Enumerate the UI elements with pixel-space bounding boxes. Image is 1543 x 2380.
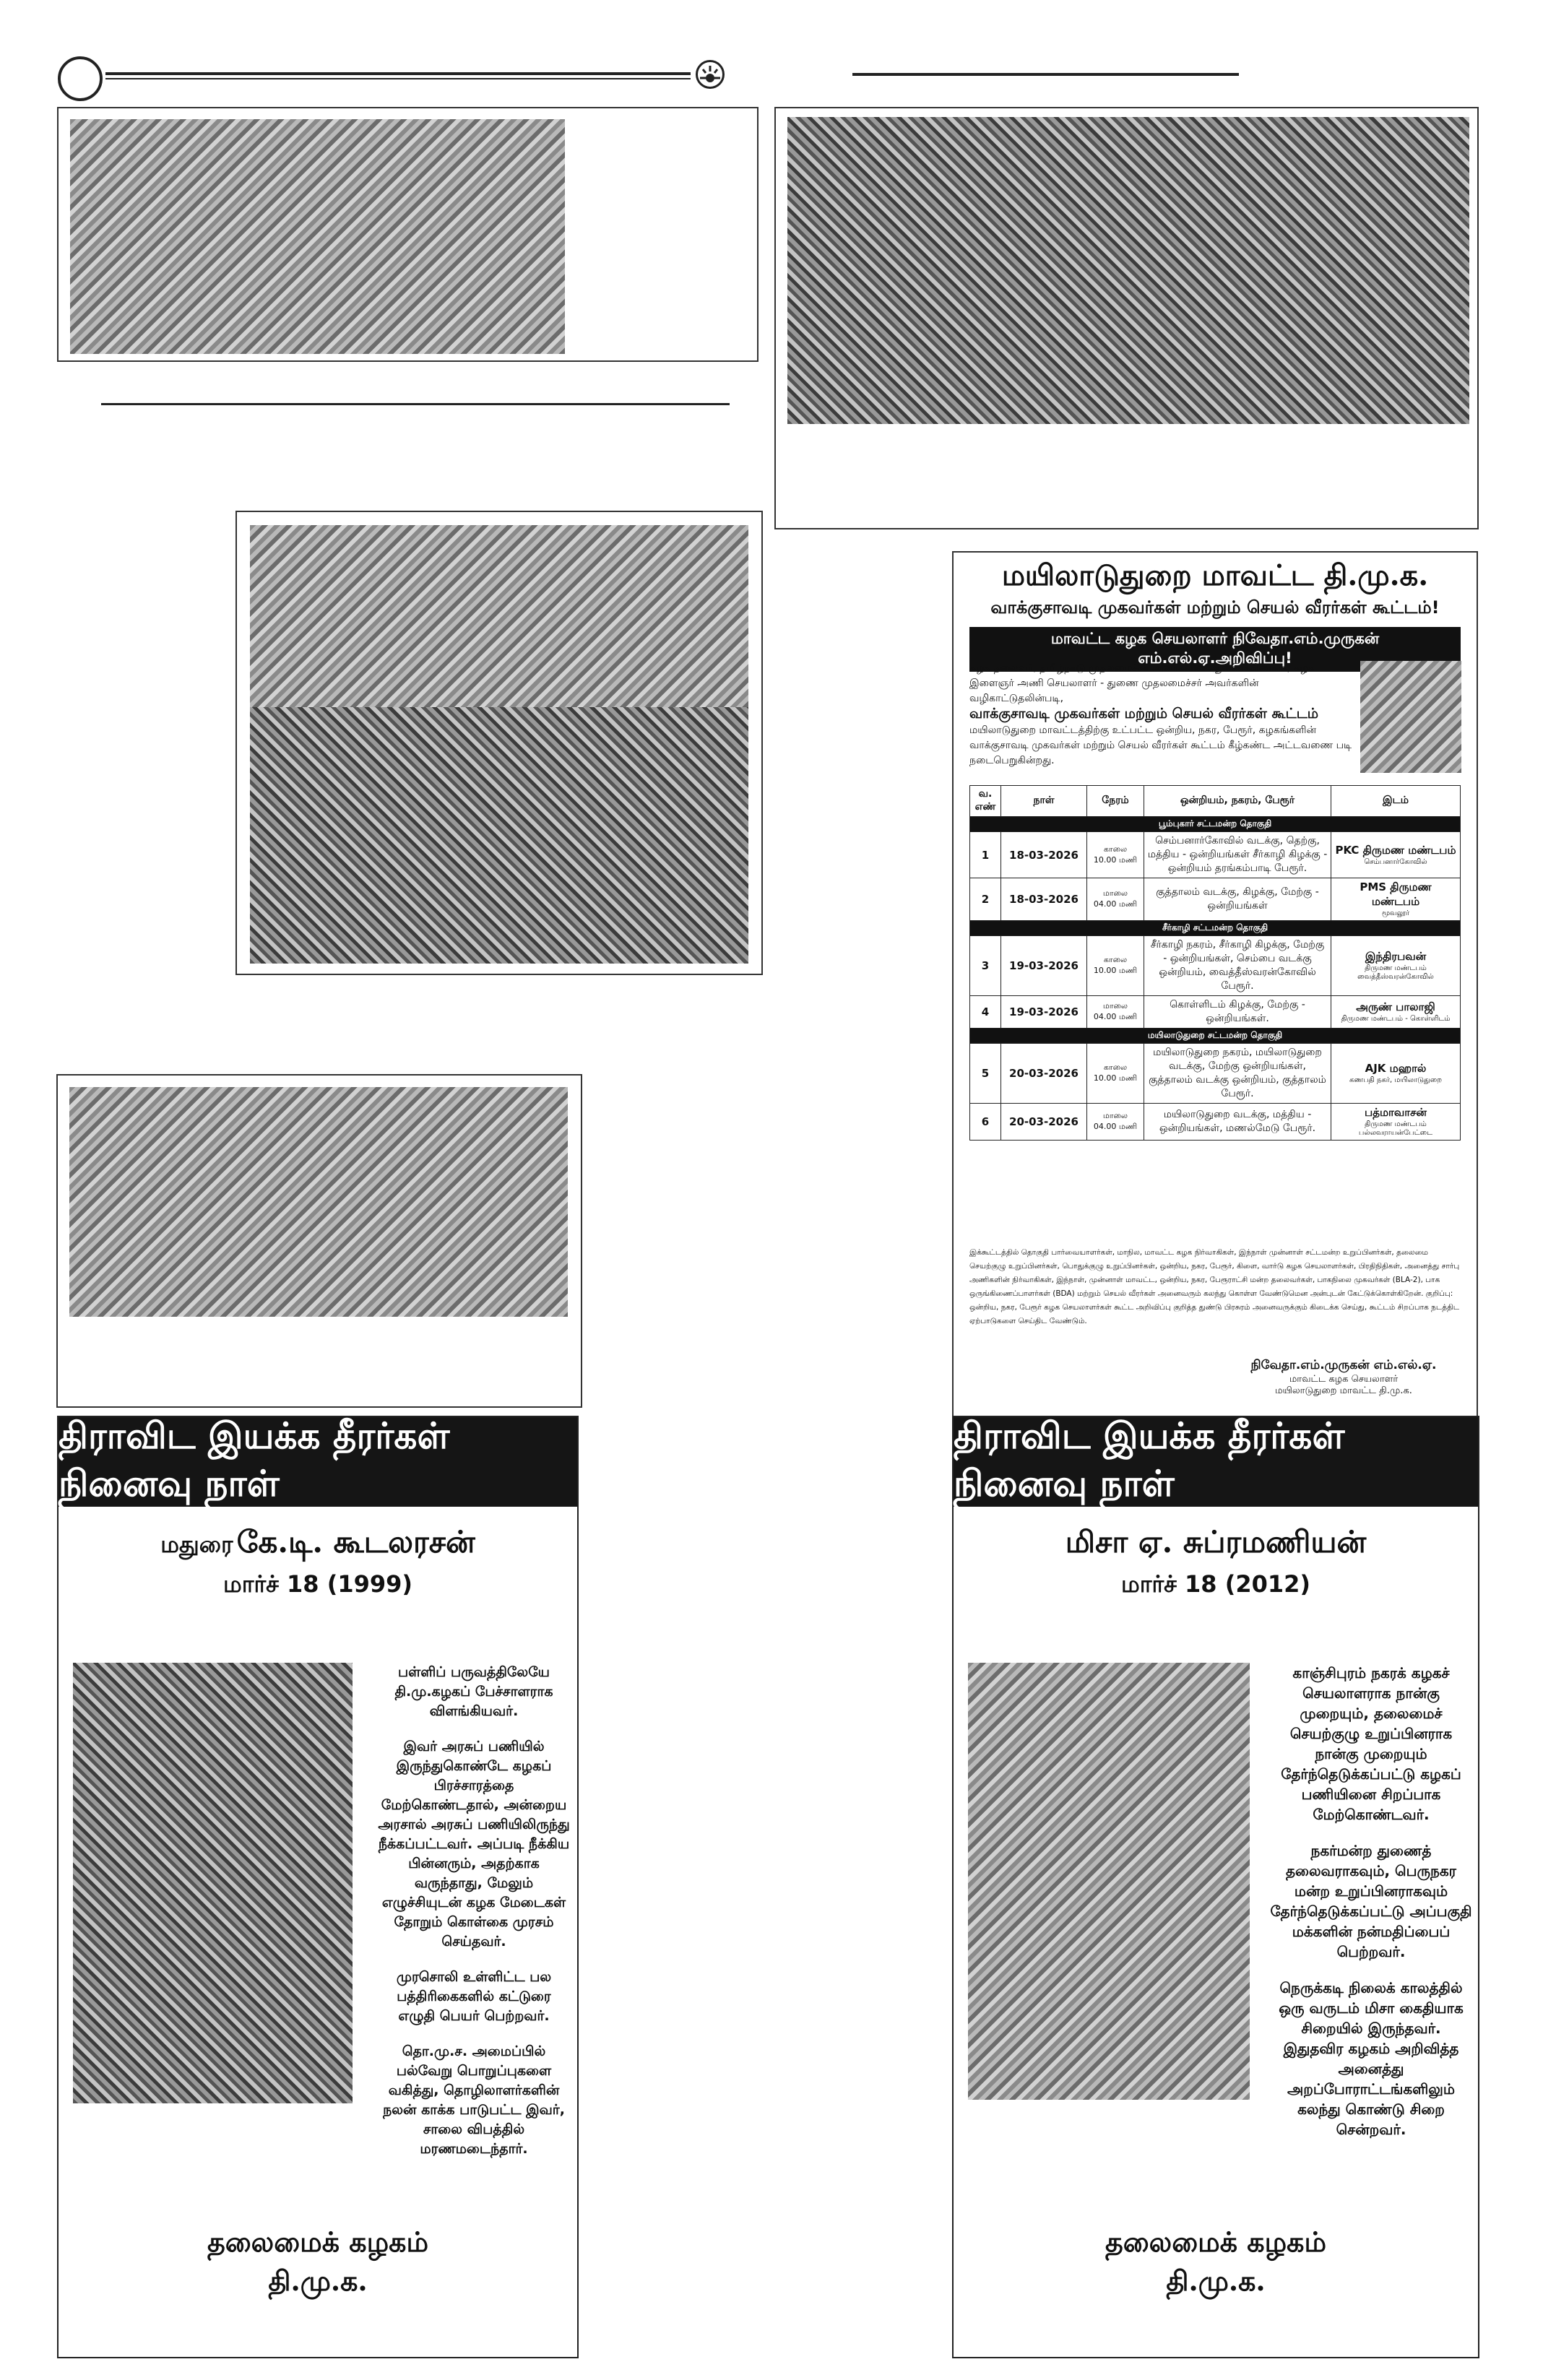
schedule-time-line: 10.00 மணி	[1093, 854, 1138, 865]
col-time: நேரம்	[1087, 786, 1144, 817]
memorial-left-footer-1: தலைமைக் கழகம்	[207, 2225, 429, 2258]
schedule-section-header: மயிலாடுதுறை சட்டமன்ற தொகுதி	[970, 1029, 1461, 1044]
schedule-no-line: 5	[981, 1067, 990, 1080]
memorial-right-footer-2: தி.மு.க.	[1166, 2264, 1266, 2297]
photo-frame-protest-1	[57, 107, 758, 362]
schedule-date	[1001, 996, 1087, 1029]
schedule-time-line: காலை	[1103, 844, 1128, 854]
schedule-venue	[1331, 936, 1461, 996]
schedule-venue-line: திருமண மண்டபம் பல்லவராயன்பேட்டை	[1358, 1120, 1433, 1137]
photo-protest-crowd-1	[70, 119, 565, 354]
schedule-area-line: கொள்ளிடம் கிழக்கு, மேற்கு - ஒன்றியங்கள்.	[1170, 999, 1305, 1024]
ad-portrait	[1360, 661, 1461, 773]
schedule-time-line: காலை	[1103, 955, 1128, 964]
schedule-time	[1087, 878, 1144, 921]
col-venue: இடம்	[1331, 786, 1461, 817]
memorial-right	[952, 1416, 1479, 2358]
announcement-ad	[952, 551, 1478, 1429]
ad-intro-bold: வாக்குசாவடி முகவர்கள் மற்றும் செயல் வீரர்கள் கூட்டம்	[969, 706, 1319, 722]
photo-frame-protest-4	[56, 1074, 582, 1408]
memorial-left-portrait	[73, 1663, 353, 2103]
schedule-area-line: மயிலாடுதுறை நகரம், மயிலாடுதுறை வடக்கு, மேற்கு ஒன்றியங்கள், குத்தாலம் வடக்கு ஒன்றியம், குத்தாலம் பேரூர்.	[1149, 1047, 1326, 1099]
photo-leaders-stage	[250, 525, 748, 707]
schedule-area-line: செம்பனார்கோவில் வடக்கு, தெற்கு, மத்திய - ஒன்றியங்கள் சீர்காழி கிழக்கு - ஒன்றியம் தரங்கம்பாடி பேரூர்.	[1147, 835, 1328, 874]
schedule-no	[970, 1104, 1001, 1141]
schedule-area-line: குத்தாலம் வடக்கு, கிழக்கு, மேற்கு - ஒன்றியங்கள்	[1156, 886, 1319, 912]
memorial-left-text	[376, 1663, 571, 2175]
schedule-time	[1087, 996, 1144, 1029]
schedule-area	[1144, 1044, 1331, 1104]
ad-signature	[1228, 1358, 1459, 1397]
memorial-left-name-prefix: மதுரை	[160, 1531, 233, 1558]
schedule-date-line: 20-03-2026	[1009, 1067, 1079, 1080]
schedule-venue-line: இந்திரபவன்	[1365, 950, 1427, 963]
memorial-left-footer-2: தி.மு.க.	[268, 2264, 368, 2297]
schedule-area	[1144, 1104, 1331, 1141]
schedule-row	[970, 996, 1461, 1029]
schedule-row	[970, 832, 1461, 878]
signature-name: நிவேதா.எம்.முருகன் எம்.எல்.ஏ.	[1250, 1358, 1437, 1372]
ad-schedule	[969, 785, 1461, 1141]
memorial-right-footer	[954, 2223, 1478, 2301]
memorial-right-portrait	[968, 1663, 1250, 2100]
schedule-no	[970, 936, 1001, 996]
schedule-venue	[1331, 1044, 1461, 1104]
memorial-right-footer-1: தலைமைக் கழகம்	[1105, 2225, 1327, 2258]
schedule-date	[1001, 878, 1087, 921]
memorial-left-para-4: தொ.மு.ச. அமைப்பில் பல்வேறு பொறுப்புகளை வகித்து, தொழிலாளர்களின் நலன் காக்க பாடுபட்ட இவர், சாலை விபத்தில் மரணமடைந்தார்.	[383, 2043, 565, 2157]
schedule-venue-line: பத்மாவாசன்	[1365, 1106, 1427, 1119]
ad-footer-note: இக்கூட்டத்தில் தொகுதி பார்வையாளர்கள், மாநில, மாவட்ட கழக நிர்வாகிகள், இந்நாள் முன்னாள் சட்டமன்ற உறுப்பினர்கள், தலைமை செயற்குழு உறுப்பினர்கள், பொதுக்குழு உறுப்பினர்கள், ஒன்றிய, நகர, பேரூர், கிளை, வார்டு கழக செயலாளர்கள், பிரதிநிதிகள், அனைத்து சார்பு அணிகளின் நிர்வாகிகள், இந்நாள், முன்னாள் மாவட்ட, ஒன்றிய, நகர, பேரூராட்சி மன்ற தலைவர்கள், பாகநிலை முகவர்கள் (BLA-2), பாக ஒருங்கிணைப்பாளர்கள் (BDA) மற்றும் செயல் வீரர்கள் அனைவரும் கலந்து கொள்ள வேண்டுமென அன்புடன் கேட்டுக்கொள்கிறேன். குறிப்பு: ஒன்றிய, நகர, பேரூர் கழக செயலாளர்கள் கூட்ட அறிவிப்பு குறித்த துண்டு பிரசுரம் அனைவருக்கும் கிடைக்க செய்து, கூட்டம் சிறப்பாக நடத்திட ஏற்பாடுகளை செய்திட வேண்டும்.	[969, 1248, 1460, 1325]
schedule-time-line: 10.00 மணி	[1093, 966, 1138, 975]
schedule-venue-line: கணபதி நகர், மயிலாடுதுறை	[1349, 1076, 1443, 1084]
photo-protest-crowd-4	[69, 1087, 568, 1317]
schedule-date	[1001, 936, 1087, 996]
page-number-circle	[58, 56, 103, 101]
schedule-area	[1144, 936, 1331, 996]
schedule-venue	[1331, 878, 1461, 921]
ad-intro-text: கழக தலைவர், தமிழ்நாடு முதலமைச்சர் அவர்களின் ஆணைக்கிணங்க, கழக இளைஞர் அணி செயலாளர் - துணை முதலமைச்சர் அவர்களின் வழிகாட்டுதலின்படி,	[969, 662, 1315, 704]
schedule-row	[970, 878, 1461, 921]
schedule-row	[970, 1104, 1461, 1141]
schedule-time-line: மாலை	[1102, 1001, 1128, 1011]
memorial-left-footer	[59, 2223, 577, 2301]
memorial-right-name: மிசா ஏ. சுப்ரமணியன்	[1065, 1524, 1367, 1559]
schedule-time	[1087, 1044, 1144, 1104]
schedule-date	[1001, 832, 1087, 878]
schedule-venue	[1331, 832, 1461, 878]
schedule-time	[1087, 936, 1144, 996]
memorial-left-heading: திராவிட இயக்க தீரர்கள் நினைவு நாள்	[59, 1417, 577, 1507]
schedule-time-line: மாலை	[1102, 888, 1128, 898]
memorial-left-date: மார்ச் 18 (1999)	[222, 1570, 413, 1598]
signature-role: மாவட்ட கழக செயலாளர்	[1289, 1374, 1399, 1385]
schedule-no	[970, 996, 1001, 1029]
ad-intro	[969, 661, 1352, 769]
schedule-venue	[1331, 996, 1461, 1029]
ad-title: மயிலாடுதுறை மாவட்ட தி.மு.க.	[1001, 558, 1429, 592]
schedule-time-line: 04.00 மணி	[1093, 1122, 1138, 1131]
schedule-row	[970, 936, 1461, 996]
memorial-left-name-text: கே.டி. கூடலரசன்	[236, 1524, 475, 1559]
memorial-left	[57, 1416, 579, 2358]
schedule-time	[1087, 1104, 1144, 1141]
schedule-no-line: 4	[981, 1005, 990, 1018]
schedule-time-line: 04.00 மணி	[1093, 1012, 1138, 1021]
schedule-no	[970, 832, 1001, 878]
memorial-left-para-3: முரசொலி உள்ளிட்ட பல பத்திரிகைகளில் கட்டுரை எழுதி பெயர் பெற்றவர்.	[396, 1969, 552, 2024]
schedule-venue-line: திருமண மண்டபம் வைத்தீஸ்வரன்கோவில்	[1357, 964, 1434, 981]
schedule-area	[1144, 996, 1331, 1029]
ad-intro-rest: மயிலாடுதுறை மாவட்டத்திற்கு உட்பட்ட ஒன்றிய, நகர, பேரூர், கழகங்களின் வாக்குசாவடி முகவர்கள் மற்றும் செயல் வீரர்கள் கூட்டம் கீழ்கண்ட அட்டவணை படி நடைபெறுகின்றது.	[969, 724, 1352, 766]
schedule-venue-line: PKC திருமண மண்டபம்	[1335, 843, 1456, 857]
schedule-time-line: 04.00 மணி	[1093, 899, 1138, 909]
schedule-venue	[1331, 1104, 1461, 1141]
schedule-date-line: 18-03-2026	[1009, 893, 1079, 906]
memorial-left-para-1: பள்ளிப் பருவத்திலேயே தி.மு.கழகப் பேச்சாளராக விளங்கியவர்.	[394, 1664, 553, 1719]
photo-protest-crowd-3	[250, 707, 748, 964]
schedule-venue-line: அருண் பாலாஜி	[1356, 1000, 1435, 1013]
signature-org: மயிலாடுதுறை மாவட்ட தி.மு.க.	[1275, 1385, 1412, 1396]
divider-rule	[101, 403, 730, 405]
schedule-venue-line: AJK மஹால்	[1365, 1062, 1427, 1075]
memorial-left-name	[59, 1524, 577, 1564]
col-no: வ. எண்	[970, 786, 1001, 817]
schedule-row	[970, 1044, 1461, 1104]
schedule-area	[1144, 878, 1331, 921]
col-date: நாள்	[1001, 786, 1087, 817]
schedule-time-line: மாலை	[1102, 1111, 1128, 1120]
memorial-right-text	[1270, 1663, 1472, 2155]
schedule-table	[969, 785, 1461, 1141]
schedule-time-line: காலை	[1103, 1063, 1128, 1072]
schedule-section-header: பூம்புகார் சட்டமன்ற தொகுதி	[970, 817, 1461, 832]
schedule-date-line: 19-03-2026	[1009, 959, 1079, 972]
schedule-date-line: 18-03-2026	[1009, 848, 1079, 862]
schedule-no-line: 3	[981, 959, 990, 972]
schedule-no	[970, 878, 1001, 921]
schedule-date-line: 19-03-2026	[1009, 1005, 1079, 1018]
photo-frame-protest-2	[774, 107, 1479, 529]
header-rule-right	[852, 73, 1239, 76]
schedule-no-line: 2	[981, 893, 990, 906]
schedule-date-line: 20-03-2026	[1009, 1115, 1079, 1128]
schedule-no-line: 1	[981, 848, 990, 862]
ad-subtitle: வாக்குசாவடி முகவர்கள் மற்றும் செயல் வீரர்கள் கூட்டம்!	[990, 597, 1440, 618]
schedule-venue-line: PMS திருமண மண்டபம்	[1360, 880, 1432, 908]
schedule-section-header: சீர்காழி சட்டமன்ற தொகுதி	[970, 921, 1461, 936]
header-rule-left-2	[105, 78, 691, 79]
photo-protest-crowd-2	[787, 117, 1469, 424]
schedule-no-line: 6	[981, 1115, 990, 1128]
schedule-area	[1144, 832, 1331, 878]
ad-banner: மாவட்ட கழக செயலாளர் நிவேதா.எம்.முருகன் எம்.எல்.ஏ.அறிவிப்பு!	[969, 627, 1461, 672]
schedule-venue-line: செம்பனார்கோவில்	[1364, 857, 1427, 866]
schedule-date	[1001, 1104, 1087, 1141]
schedule-area-line: மயிலாடுதுறை வடக்கு, மத்திய - ஒன்றியங்கள், மணல்மேடு பேரூர்.	[1159, 1109, 1316, 1134]
schedule-area-line: சீர்காழி நகரம், சீர்காழி கிழக்கு, மேற்கு - ஒன்றியங்கள், செம்பை வடக்கு ஒன்றியம், வைத்தீஸ்வரன்கோவில் பேரூர்.	[1150, 939, 1325, 992]
memorial-right-para-2: நகர்மன்ற துணைத் தலைவராகவும், பெருநகர மன்ற உறுப்பினராகவும் தேர்ந்தெடுக்கப்பட்டு அப்பகுதி மக்களின் நன்மதிப்பைப் பெற்றவர்.	[1270, 1842, 1472, 1960]
header-rule-left	[105, 72, 691, 75]
schedule-no	[970, 1044, 1001, 1104]
col-area: ஒன்றியம், நகரம், பேரூர்	[1144, 786, 1331, 817]
photo-frame-protest-3	[235, 511, 763, 975]
memorial-right-heading: திராவிட இயக்க தீரர்கள் நினைவு நாள்	[954, 1417, 1478, 1507]
schedule-venue-line: மூவலூர்	[1381, 909, 1410, 917]
memorial-right-date: மார்ச் 18 (2012)	[1120, 1570, 1311, 1598]
memorial-right-para-3: நெருக்கடி நிலைக் காலத்தில் ஒரு வருடம் மிசா கைதியாக சிறையில் இருந்தவர். இதுதவிர கழகம் அறிவித்த அனைத்து அறப்போராட்டங்களிலும் கலந்து கொண்டு சிறை சென்றவர்.	[1279, 1979, 1464, 2138]
schedule-time-line: 10.00 மணி	[1093, 1073, 1138, 1083]
schedule-venue-line: திருமண மண்டபம் - கொள்ளிடம்	[1341, 1015, 1451, 1023]
memorial-right-para-1: காஞ்சிபுரம் நகரக் கழகச் செயலாளராக நான்கு முறையும், தலைமைச் செயற்குழு உறுப்பினராக நான்கு முறையும் தேர்ந்தெடுக்கப்பட்டு கழகப் பணியினை சிறப்பாக மேற்கொண்டவர்.	[1281, 1664, 1461, 1823]
memorial-left-para-2: இவர் அரசுப் பணியில் இருந்துகொண்டே கழகப் பிரச்சாரத்தை மேற்கொண்டதால், அன்றைய அரசால் அரசுப் பணியிலிருந்து நீக்கப்பட்டவர். அப்படி நீக்கிய பின்னரும், அதற்காக வருந்தாது, மேலும் எழுச்சியுடன் கழக மேடைகள் தோறும் கொள்கை முரசம் செய்தவர்.	[378, 1739, 570, 1950]
schedule-time	[1087, 832, 1144, 878]
schedule-date	[1001, 1044, 1087, 1104]
rising-sun-emblem-icon	[696, 60, 725, 89]
